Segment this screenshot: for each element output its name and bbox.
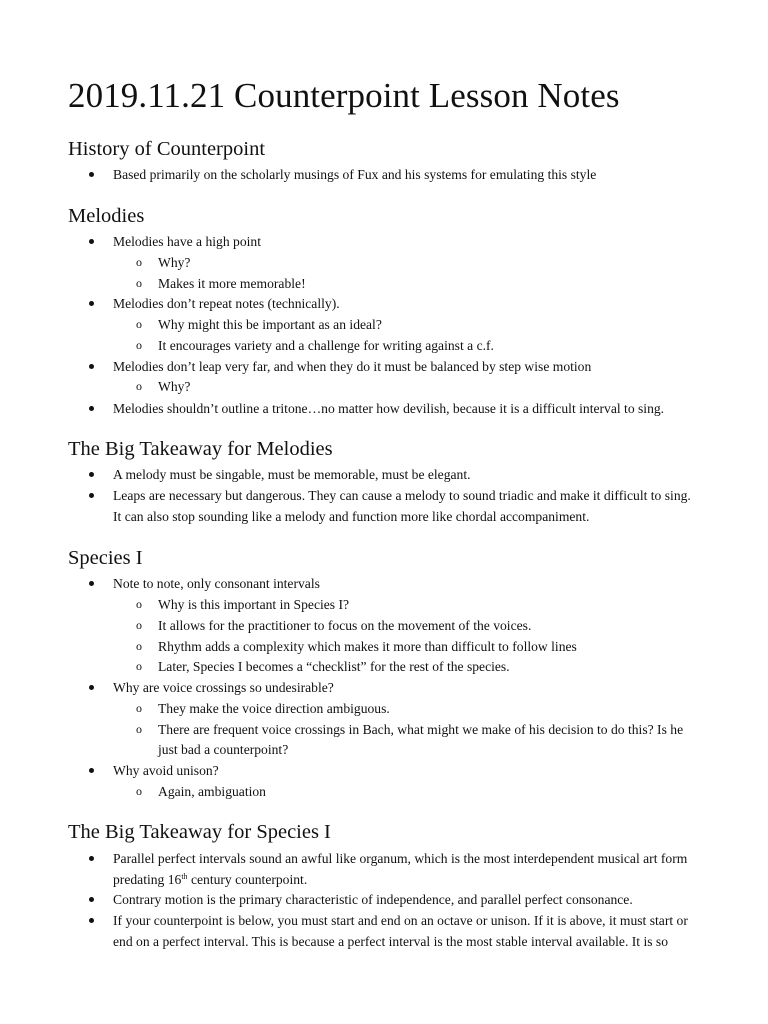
list-item-continuation: end on a perfect interval. This is because a perfect interval is the most stable interval available. It is so (113, 934, 669, 949)
list-item: Melodies don’t leap very far, and when they do it must be balanced by step wise motion (113, 356, 591, 377)
page-title: 2019.11.21 Counterpoint Lesson Notes (68, 76, 620, 115)
list-subitem: o Makes it more memorable! (158, 273, 306, 294)
list-item: Leaps are necessary but dangerous. They can cause a melody to sound triadic and make it difficult to sing. (113, 485, 691, 506)
text-run: predating 16 (113, 872, 182, 887)
list-item: Contrary motion is the primary characteristic of independence, and parallel perfect consonance. (113, 889, 633, 910)
list-item-continuation (113, 869, 307, 890)
list-item: Melodies shouldn’t outline a tritone…no matter how devilish, because it is a difficult interval to sing. (113, 398, 664, 419)
list-item: Melodies don’t repeat notes (technically). (113, 293, 340, 314)
list-subitem: o Why? (158, 376, 190, 397)
superscript: th (181, 872, 188, 881)
list-item: Parallel perfect intervals sound an awful like organum, which is the most interdependent musical art form (113, 848, 687, 869)
list-item: Note to note, only consonant intervals (113, 573, 320, 594)
text-run: century counterpoint. (187, 872, 308, 887)
heading-takeaway-melodies: The Big Takeaway for Melodies (68, 438, 333, 460)
list-subitem: o Why might this be important as an ideal? (158, 314, 382, 335)
list-subitem: o There are frequent voice crossings in Bach, what might we make of his decision to do this? Is he (158, 719, 683, 740)
list-item: A melody must be singable, must be memorable, must be elegant. (113, 464, 471, 485)
list-subitem: o It allows for the practitioner to focus on the movement of the voices. (158, 615, 531, 636)
heading-takeaway-species-1: The Big Takeaway for Species I (68, 821, 331, 843)
list-subitem: o They make the voice direction ambiguous. (158, 698, 390, 719)
list-item-continuation: It can also stop sounding like a melody and function more like chordal accompaniment. (113, 509, 590, 524)
list-subitem: o Later, Species I becomes a “checklist” for the rest of the species. (158, 656, 510, 677)
heading-melodies: Melodies (68, 205, 145, 227)
list-subitem: o Rhythm adds a complexity which makes it more than difficult to follow lines (158, 636, 577, 657)
list-subitem: o It encourages variety and a challenge for writing against a c.f. (158, 335, 494, 356)
list-subitem: o Again, ambiguation (158, 781, 266, 802)
heading-history: History of Counterpoint (68, 138, 266, 160)
list-item: If your counterpoint is below, you must start and end on an octave or unison. If it is above, it must start or (113, 910, 688, 931)
list-item: Why avoid unison? (113, 760, 219, 781)
list-subitem: o Why is this important in Species I? (158, 594, 349, 615)
heading-species-1: Species I (68, 547, 143, 569)
list-item: Why are voice crossings so undesirable? (113, 677, 334, 698)
list-item: Melodies have a high point (113, 231, 261, 252)
list-subitem-continuation: just bad a counterpoint? (158, 742, 289, 757)
list-item: Based primarily on the scholarly musings of Fux and his systems for emulating this style (113, 164, 596, 185)
list-subitem: o Why? (158, 252, 190, 273)
